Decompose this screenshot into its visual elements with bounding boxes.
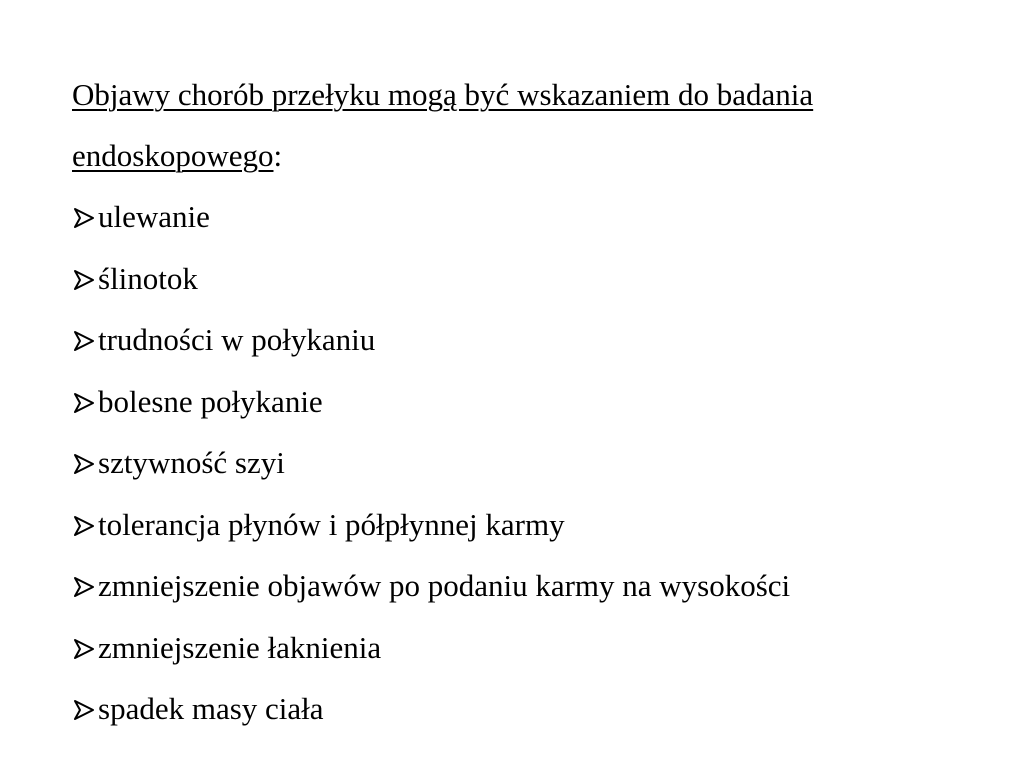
heading-line-1: Objawy chorób przełyku mogą być wskazaniem do badania	[72, 77, 814, 112]
list-item	[72, 555, 972, 617]
list-item-label: ulewanie	[98, 199, 210, 234]
arrowhead-bullet-icon	[72, 638, 98, 660]
heading	[72, 64, 972, 186]
list-item	[72, 186, 972, 248]
list-item-label: tolerancja płynów i półpłynnej karmy	[98, 506, 565, 542]
list-item-label: bolesne połykanie	[98, 383, 323, 419]
list-item-label: sztywność szyi	[98, 445, 285, 480]
arrowhead-bullet-icon	[72, 576, 98, 598]
list-item	[72, 494, 972, 556]
list-item	[72, 617, 972, 679]
list-item	[72, 371, 972, 433]
arrowhead-bullet-icon	[72, 269, 98, 291]
list-item	[72, 248, 972, 310]
list-item-label: zmniejszenie łaknienia	[98, 629, 382, 665]
list-item	[72, 309, 972, 371]
symptom-list	[72, 186, 972, 740]
heading-colon: :	[273, 138, 283, 173]
list-item-label: zmniejszenie objawów po podaniu karmy na wysokości	[98, 568, 791, 603]
slide-content	[72, 64, 972, 740]
list-item-label: trudności w połykaniu	[98, 322, 376, 357]
arrowhead-bullet-icon	[72, 207, 98, 229]
arrowhead-bullet-icon	[72, 453, 98, 475]
heading-line-2: endoskopowego	[72, 138, 274, 173]
arrowhead-bullet-icon	[72, 515, 98, 537]
list-item-label: ślinotok	[98, 260, 198, 296]
list-item-label: spadek masy ciała	[98, 691, 324, 726]
arrowhead-bullet-icon	[72, 330, 98, 352]
list-item	[72, 678, 972, 740]
arrowhead-bullet-icon	[72, 699, 98, 721]
arrowhead-bullet-icon	[72, 392, 98, 414]
list-item	[72, 432, 972, 494]
